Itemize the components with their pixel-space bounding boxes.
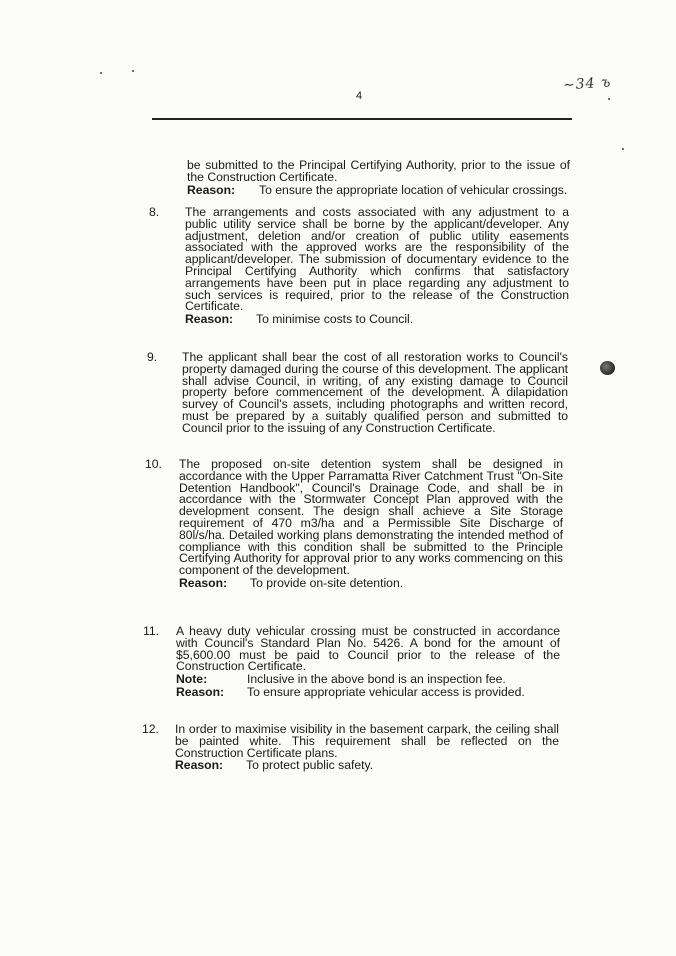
reason-text: To minimise costs to Council.	[256, 312, 414, 327]
condition-text: In order to maximise visibility in the basement carpark, the ceiling shall be painted white. This requirement shall be reflected on the Construction Certificate plans.	[175, 722, 559, 760]
reason-text: To ensure the appropriate location of vehicular crossings.	[259, 182, 568, 197]
intro-continuation	[187, 160, 570, 196]
condition-12	[175, 724, 559, 772]
scan-speck	[622, 148, 624, 150]
condition-reason	[179, 575, 563, 590]
condition-text: The proposed on-site detention system shall be designed in accordance with the Upper Parramatta River Catchment Trust "On-Site Detention Handbook", Council's Drainage Code, and shall be in accordance with the Stormwater Concept Plan approved with the development consent. The design shall achieve a Site Storage requirement of 470 m3/ha and a Permissible Site Discharge of 80l/s/ha. Detailed working plans demonstrating the intended method of compliance with this condition shall be submitted to the Principle Certifying Authority for approval prior to any works commencing on this component of the development.	[179, 457, 563, 578]
condition-number: 10.	[145, 457, 162, 471]
condition-number: 9.	[147, 350, 158, 364]
intro-text: be submitted to the Principal Certifying Authority, prior to the issue of the Construction Certificate.	[187, 158, 570, 184]
condition-text: The applicant shall bear the cost of all restoration works to Council's property damaged during the course of this development. The applicant shall advise Council, in writing, of any existing damage to Council property before commencement of the development. A dilapidation survey of Council's assets, including photographs and written record, must be prepared by a suitably qualified person and submitted to Council prior to the issuing of any Construction Certificate.	[182, 350, 568, 435]
condition-8	[185, 207, 569, 326]
condition-number: 11.	[143, 624, 160, 638]
condition-number: 8.	[149, 205, 160, 219]
stamp-mark-icon	[600, 361, 615, 375]
condition-reason	[176, 684, 560, 699]
condition-text: The arrangements and costs associated with any adjustment to a public utility service shall be borne by the applicant/developer. Any adjustment, deletion and/or creation of public utility easements associated with the approved works are the responsibility of the applicant/developer. The submission of documentary evidence to the Principal Certifying Authority which confirms that satisfactory arrangements have been put in place regarding any adjustment to such services is required, prior to the release of the Construction Certificate.	[185, 205, 569, 314]
reason-label: Reason:	[179, 575, 228, 590]
intro-reason	[187, 182, 570, 197]
condition-number: 12.	[142, 722, 159, 736]
note-text: Inclusive in the above bond is an inspection fee.	[247, 672, 506, 687]
condition-text: A heavy duty vehicular crossing must be constructed in accordance with Council's Standard Plan No. 5426. A bond for the amount of $5,600.00 must be paid to Council prior to the release of the Construction Certificate.	[176, 624, 560, 674]
scan-speck	[132, 70, 134, 72]
scan-speck	[608, 98, 610, 100]
reason-text: To protect public safety.	[246, 758, 374, 773]
condition-reason	[185, 314, 569, 326]
handwritten-mark: ~34 ъ	[562, 74, 612, 94]
reason-label: Reason:	[185, 312, 234, 327]
condition-reason	[175, 760, 559, 772]
condition-9	[182, 352, 568, 435]
reason-text: To provide on-site detention.	[250, 575, 404, 590]
reason-label: Reason:	[175, 758, 224, 773]
condition-10	[179, 459, 563, 590]
page-number: 4	[356, 90, 363, 102]
header-divider	[152, 118, 572, 120]
reason-label: Reason:	[187, 182, 236, 197]
condition-11	[176, 626, 560, 699]
reason-label: Reason:	[176, 684, 225, 699]
note-label: Note:	[176, 672, 208, 687]
reason-text: To ensure appropriate vehicular access is provided.	[247, 684, 525, 699]
scan-speck	[100, 72, 102, 74]
